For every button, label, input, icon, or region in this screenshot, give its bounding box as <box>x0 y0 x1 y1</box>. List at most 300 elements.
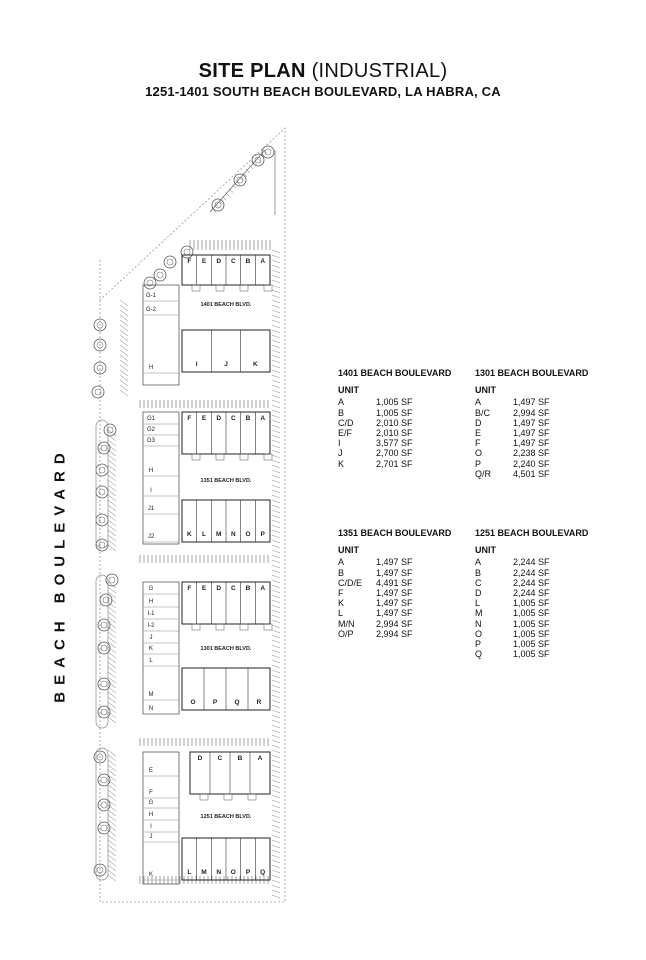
tree-icon <box>181 246 193 258</box>
landscape-strip <box>96 748 108 880</box>
side-stall-label: K <box>148 646 154 652</box>
table-row <box>475 588 588 598</box>
parking-stripe <box>272 895 280 898</box>
unit-cell: F <box>338 588 344 599</box>
parking-stripe <box>108 657 116 663</box>
parking-stripe <box>272 670 280 673</box>
table-unit-header: UNIT <box>338 545 359 556</box>
table-row <box>475 397 588 407</box>
parking-stripe <box>272 515 280 518</box>
table-row <box>475 608 588 618</box>
landscape-strip <box>96 575 108 728</box>
parking-stripe <box>108 667 116 673</box>
parking-stripe <box>272 550 280 553</box>
parking-stripe <box>272 785 280 788</box>
unit-label: D <box>197 755 203 762</box>
parking-stripe <box>108 515 116 521</box>
unit-label: F <box>187 415 192 422</box>
parking-stripe <box>272 795 280 798</box>
parking-stripe <box>108 612 116 618</box>
side-stall-label: G-1 <box>145 293 157 299</box>
parking-stripe <box>272 725 280 728</box>
parking-stripe <box>272 555 280 558</box>
loading-dock <box>248 794 256 800</box>
parking-stripe <box>272 640 280 643</box>
side-stall-label: I-2 <box>147 623 155 629</box>
unit-cell: A <box>338 557 345 568</box>
sf-cell: 2,010 SF <box>376 428 413 439</box>
parking-stripe <box>272 390 280 393</box>
table-row <box>338 588 451 598</box>
parking-stripe <box>272 595 280 598</box>
table-row <box>475 418 588 428</box>
tree-icon <box>184 249 190 255</box>
table-row <box>475 619 588 629</box>
parking-stripe <box>272 300 280 303</box>
unit-label: R <box>256 699 262 706</box>
parking-stripe <box>108 750 116 756</box>
parking-stripe <box>272 315 280 318</box>
side-stall-label: G3 <box>146 438 156 444</box>
parking-stripe <box>272 530 280 533</box>
loading-dock <box>216 454 224 460</box>
building-b1351 <box>143 412 272 544</box>
sf-cell: 2,994 SF <box>376 628 413 639</box>
sf-cell: 1,497 SF <box>376 588 413 599</box>
table-row <box>338 568 451 578</box>
parking-stripe <box>272 830 280 833</box>
parking-stripe <box>120 335 128 341</box>
table-row <box>475 428 588 438</box>
unit-label: E <box>201 585 207 592</box>
tree-icon <box>100 594 112 606</box>
parking-stripe <box>272 310 280 313</box>
loading-dock <box>224 794 232 800</box>
unit-label: C <box>217 755 223 762</box>
parking-stripe <box>108 855 116 861</box>
tree-icon <box>101 777 107 783</box>
side-stall-label: G-2 <box>145 307 157 313</box>
parking-stripe <box>120 310 128 316</box>
table-row <box>475 469 588 479</box>
table-row <box>338 629 451 639</box>
parking-stripe <box>272 775 280 778</box>
landscape-strip <box>96 420 108 548</box>
parking-stripe <box>272 720 280 723</box>
parking-stripe <box>222 196 226 200</box>
side-stall-label: G <box>148 586 154 592</box>
parking-stripe <box>272 580 280 583</box>
parking-stripe <box>272 250 280 253</box>
parking-stripe <box>272 340 280 343</box>
unit-cell: K <box>338 458 345 469</box>
sf-cell: 2,700 SF <box>376 448 413 459</box>
unit-cell: O <box>475 628 483 639</box>
tree-icon <box>101 622 107 628</box>
parking-stripe <box>108 845 116 851</box>
parking-stripe <box>272 350 280 353</box>
parking-stripe <box>272 575 280 578</box>
parking-stripe <box>272 845 280 848</box>
side-stall-label: J <box>149 834 153 840</box>
parking-stripe <box>272 710 280 713</box>
parking-stripe <box>272 560 280 563</box>
parking-stripe <box>108 465 116 471</box>
unit-label: C <box>230 415 236 422</box>
unit-cell: I <box>338 438 341 449</box>
tree-icon <box>96 539 108 551</box>
unit-cell: D <box>475 588 482 599</box>
parking-stripe <box>108 587 116 593</box>
loading-dock <box>192 454 200 460</box>
side-stall-label: N <box>148 706 154 712</box>
loading-dock <box>240 624 248 630</box>
building-name: 1401 BEACH BLVD. <box>200 302 252 308</box>
unit-label: D <box>216 258 222 265</box>
table-row <box>475 448 588 458</box>
unit-cell: O/P <box>338 628 354 639</box>
sf-cell: 1,005 SF <box>513 649 550 660</box>
unit-cell: J <box>338 448 343 459</box>
parking-stripe <box>272 450 280 453</box>
parking-stripe <box>108 795 116 801</box>
sf-cell: 1,497 SF <box>513 397 550 408</box>
parking-stripe <box>272 255 280 258</box>
tree-icon <box>262 146 274 158</box>
side-stall-label: G2 <box>146 427 156 433</box>
parking-stripe <box>272 505 280 508</box>
parking-stripe <box>272 495 280 498</box>
parking-stripe <box>272 405 280 408</box>
sf-cell: 2,010 SF <box>376 417 413 428</box>
parking-stripe <box>272 380 280 383</box>
unit-cell: E <box>475 428 482 439</box>
side-stall-label: E <box>148 768 154 774</box>
unit-label: B <box>245 258 251 265</box>
tree-icon <box>212 199 224 211</box>
sf-cell: 1,497 SF <box>376 598 413 609</box>
sf-cell: 1,005 SF <box>513 598 550 609</box>
unit-label: D <box>216 585 222 592</box>
unit-cell: L <box>338 608 344 619</box>
parking-stripe <box>272 875 280 878</box>
parking-stripe <box>272 735 280 738</box>
sf-cell: 2,701 SF <box>376 458 413 469</box>
parking-stripe <box>272 305 280 308</box>
sf-cell: 1,497 SF <box>513 428 550 439</box>
parking-stripe <box>272 345 280 348</box>
tree-icon <box>167 259 173 265</box>
parking-stripe <box>272 590 280 593</box>
sf-cell: 1,005 SF <box>513 608 550 619</box>
parking-stripe <box>232 185 236 189</box>
parking-stripe <box>272 470 280 473</box>
parking-stripe <box>108 520 116 526</box>
parking-stripe <box>120 320 128 326</box>
parking-stripe <box>108 500 116 506</box>
unit-label: L <box>202 531 206 538</box>
table-row <box>338 428 451 438</box>
parking-stripe <box>226 192 230 196</box>
parking-stripe <box>272 600 280 603</box>
parking-stripe <box>108 525 116 531</box>
sf-cell: 2,244 SF <box>513 557 550 568</box>
parking-stripe <box>108 755 116 761</box>
tree-icon <box>101 445 107 451</box>
sf-cell: 1,497 SF <box>513 438 550 449</box>
lot-boundary <box>100 128 285 902</box>
parking-stripe <box>272 435 280 438</box>
sf-cell: 2,238 SF <box>513 448 550 459</box>
table-row <box>338 397 451 407</box>
side-stall-label: F <box>149 790 153 796</box>
tree-icon <box>92 386 104 398</box>
parking-stripe <box>272 750 280 753</box>
tree-icon <box>101 825 107 831</box>
parking-stripe <box>108 775 116 781</box>
table-row <box>475 629 588 639</box>
parking-stripe <box>108 607 116 613</box>
unit-label: Q <box>260 869 266 876</box>
parking-stripe <box>108 760 116 766</box>
parking-stripe <box>120 375 128 381</box>
building-name: 1251 BEACH BLVD. <box>200 814 252 820</box>
unit-cell: C/D <box>338 417 354 428</box>
building-b1251 <box>143 752 270 884</box>
parking-stripe <box>272 695 280 698</box>
parking-stripe <box>108 545 116 551</box>
parking-stripe <box>272 770 280 773</box>
loading-dock <box>192 624 200 630</box>
unit-cell: B/C <box>475 407 491 418</box>
sf-cell: 1,005 SF <box>513 639 550 650</box>
unit-label: B <box>245 585 251 592</box>
unit-cell: O <box>475 448 483 459</box>
loading-dock <box>240 285 248 291</box>
parking-stripe <box>272 485 280 488</box>
parking-stripe <box>272 400 280 403</box>
parking-stripe <box>120 305 128 311</box>
side-stall-label: J1 <box>147 506 155 512</box>
parking-stripe <box>272 375 280 378</box>
unit-label: O <box>245 531 251 538</box>
parking-stripe <box>108 840 116 846</box>
parking-stripe <box>120 360 128 366</box>
unit-label: P <box>212 699 218 706</box>
unit-label: N <box>230 531 236 538</box>
table-row <box>475 649 588 659</box>
table-row <box>338 448 451 458</box>
table-row <box>338 578 451 588</box>
parking-stripe <box>272 645 280 648</box>
building-b1401 <box>143 255 272 385</box>
parking-stripe <box>272 480 280 483</box>
parking-stripe <box>272 335 280 338</box>
unit-cell: B <box>338 567 345 578</box>
parking-stripe <box>108 490 116 496</box>
side-stall-label: L <box>149 658 153 664</box>
parking-stripe <box>272 535 280 538</box>
page-subtitle-address: 1251-1401 SOUTH BEACH BOULEVARD, LA HABRA, CA <box>145 84 501 99</box>
parking-stripe <box>272 825 280 828</box>
side-stall-label: H <box>148 365 154 371</box>
unit-cell: N <box>475 618 482 629</box>
parking-stripe <box>108 865 116 871</box>
parking-stripe <box>272 815 280 818</box>
tree-icon <box>109 577 115 583</box>
sf-cell: 2,994 SF <box>376 618 413 629</box>
parking-stripe <box>272 465 280 468</box>
table-unit-header: UNIT <box>338 385 359 396</box>
parking-stripe <box>108 707 116 713</box>
unit-cell: K <box>338 598 345 609</box>
parking-stripe <box>272 270 280 273</box>
parking-stripe <box>272 280 280 283</box>
loading-dock <box>264 285 272 291</box>
parking-stripe <box>272 630 280 633</box>
tree-icon <box>234 174 246 186</box>
parking-stripe <box>272 565 280 568</box>
parking-stripe <box>272 320 280 323</box>
parking-stripe <box>272 500 280 503</box>
side-stall-label: M <box>148 692 154 698</box>
parking-stripe <box>120 350 128 356</box>
parking-stripe <box>120 315 128 321</box>
parking-stripe <box>120 300 128 306</box>
building-name: 1301 BEACH BLVD. <box>200 646 252 652</box>
sf-cell: 1,497 SF <box>376 608 413 619</box>
unit-label: D <box>216 415 222 422</box>
sf-cell: 2,244 SF <box>513 588 550 599</box>
parking-stripe <box>272 440 280 443</box>
loading-dock <box>216 624 224 630</box>
unit-cell: Q/R <box>475 468 492 479</box>
unit-cell: A <box>475 557 482 568</box>
parking-stripe <box>120 325 128 331</box>
parking-stripe <box>108 662 116 668</box>
parking-stripe <box>272 360 280 363</box>
sf-cell: 1,005 SF <box>513 618 550 629</box>
parking-stripe <box>272 365 280 368</box>
unit-label: P <box>245 869 251 876</box>
parking-stripe <box>108 460 116 466</box>
parking-stripe <box>108 505 116 511</box>
table-row <box>475 578 588 588</box>
sf-cell: 4,491 SF <box>376 577 413 588</box>
table-1351 <box>338 528 451 639</box>
unit-cell: C <box>475 577 482 588</box>
parking-stripe <box>272 690 280 693</box>
parking-stripe <box>108 480 116 486</box>
parking-stripe <box>272 700 280 703</box>
parking-stripe <box>108 470 116 476</box>
unit-label: A <box>260 258 266 265</box>
title-main: SITE PLAN <box>198 60 306 82</box>
parking-stripe <box>108 530 116 536</box>
tree-icon <box>144 277 156 289</box>
parking-stripe <box>272 730 280 733</box>
parking-stripe <box>272 820 280 823</box>
sf-cell: 2,240 SF <box>513 458 550 469</box>
parking-stripe <box>120 355 128 361</box>
parking-stripe <box>272 410 280 413</box>
table-title: 1301 BEACH BOULEVARD <box>475 368 589 378</box>
tree-icon <box>101 681 107 687</box>
parking-stripe <box>120 365 128 371</box>
table-row <box>338 459 451 469</box>
sf-cell: 3,577 SF <box>376 438 413 449</box>
parking-stripe <box>272 615 280 618</box>
loading-dock <box>264 454 272 460</box>
parking-stripe <box>108 677 116 683</box>
parking-stripe <box>272 870 280 873</box>
parking-stripe <box>272 355 280 358</box>
parking-stripe <box>272 445 280 448</box>
parking-stripe <box>108 672 116 678</box>
unit-label: F <box>187 585 192 592</box>
parking-stripe <box>272 675 280 678</box>
parking-stripe <box>272 705 280 708</box>
parking-stripe <box>272 605 280 608</box>
tree-icon <box>252 154 264 166</box>
parking-stripe <box>272 625 280 628</box>
side-stall-label: H <box>148 468 154 474</box>
parking-stripe <box>108 790 116 796</box>
parking-stripe <box>108 495 116 501</box>
parking-stripe <box>272 525 280 528</box>
unit-label: C <box>230 258 236 265</box>
unit-label: E <box>201 415 207 422</box>
unit-label: F <box>187 258 192 265</box>
tree-icon <box>96 486 108 498</box>
unit-label: E <box>201 258 207 265</box>
parking-stripe <box>108 692 116 698</box>
table-row <box>338 418 451 428</box>
table-row <box>338 438 451 448</box>
parking-stripe <box>272 760 280 763</box>
unit-label: A <box>260 585 266 592</box>
parking-stripe <box>120 340 128 346</box>
unit-cell: A <box>338 397 345 408</box>
parking-stripe <box>272 840 280 843</box>
parking-stripe <box>272 290 280 293</box>
unit-label: O <box>230 869 236 876</box>
table-title: 1251 BEACH BOULEVARD <box>475 528 589 538</box>
parking-stripe <box>272 885 280 888</box>
sf-cell: 2,244 SF <box>513 577 550 588</box>
parking-stripe <box>272 570 280 573</box>
building-b1301 <box>143 582 272 714</box>
parking-stripe <box>272 425 280 428</box>
unit-cell: P <box>475 458 482 469</box>
side-stall-label: J2 <box>147 534 155 540</box>
parking-stripe <box>108 785 116 791</box>
unit-label: Q <box>234 699 240 706</box>
parking-stripe <box>108 702 116 708</box>
parking-stripe <box>108 455 116 461</box>
parking-stripe <box>108 535 116 541</box>
unit-cell: M <box>475 608 483 619</box>
parking-stripe <box>120 330 128 336</box>
parking-stripe <box>272 835 280 838</box>
tree-icon <box>157 272 163 278</box>
tree-icon <box>96 464 108 476</box>
unit-label: P <box>260 531 265 538</box>
parking-stripe <box>120 380 128 386</box>
parking-stripe <box>272 890 280 893</box>
parking-stripe <box>120 390 128 396</box>
parking-stripe <box>272 765 280 768</box>
